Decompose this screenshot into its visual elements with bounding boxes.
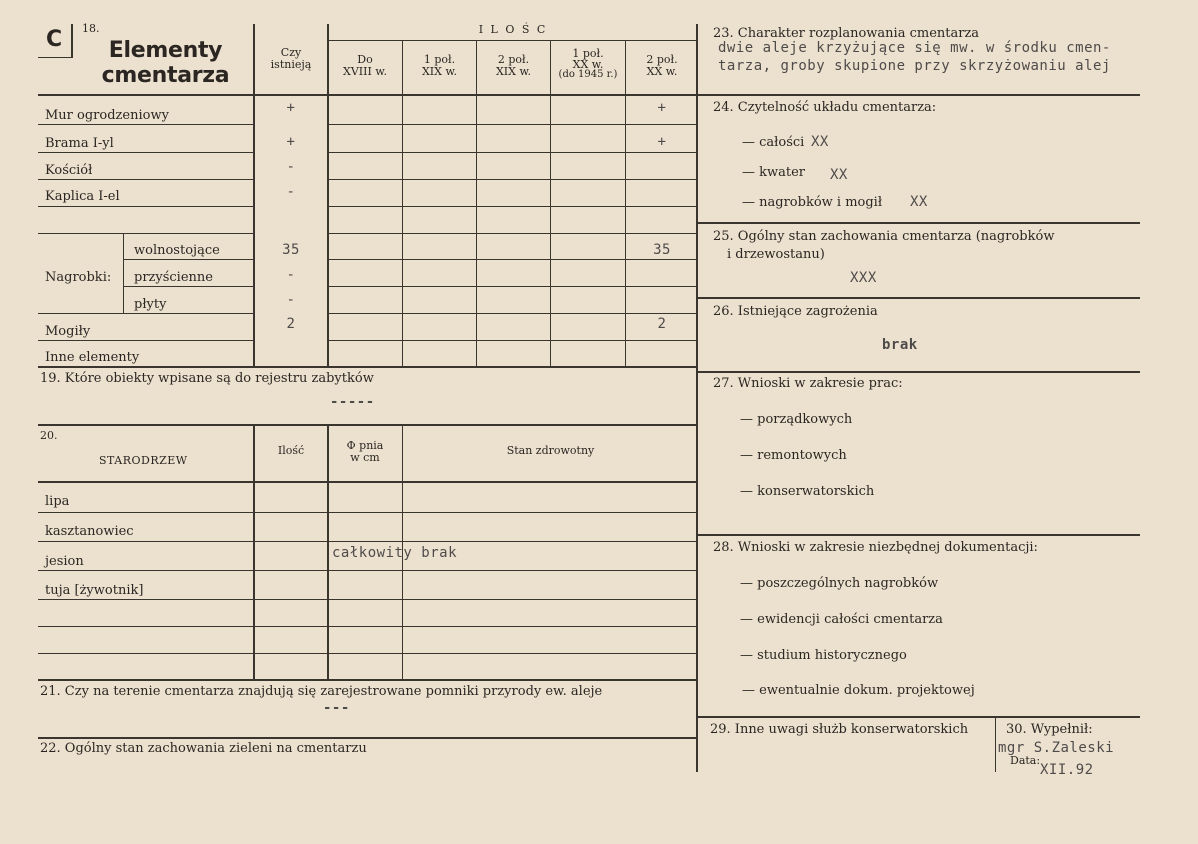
col-header-text: w cm	[350, 450, 380, 464]
c-box-line	[38, 57, 72, 58]
col-header-text: Do	[357, 53, 373, 66]
row-rule	[38, 541, 698, 542]
value-mogily-czy: 2	[286, 316, 296, 332]
col-header-c3	[477, 54, 550, 77]
q25-label-line2: i drzewostanu)	[727, 247, 825, 262]
value-mogily-c5: 2	[657, 316, 667, 332]
q25-label-line1: 25. Ogólny stan zachowania cmentarza (nagrobków	[713, 229, 1055, 244]
starodrzew-title: STARODRZEW	[99, 454, 188, 467]
q27-label: 27. Wnioski w zakresie prac:	[713, 376, 903, 391]
q24-answer: XX	[830, 167, 848, 183]
section-rule	[698, 297, 1140, 299]
title-line: Elementy	[108, 38, 223, 63]
q28-item: — ewentualnie dokum. projektowej	[742, 683, 975, 698]
col-rule	[476, 40, 477, 367]
q28-item: — ewidencji całości cmentarza	[740, 612, 943, 627]
q24-item: — kwater	[742, 165, 806, 180]
row-rule	[38, 512, 698, 513]
row-rule	[38, 152, 253, 153]
tree-row: lipa	[45, 494, 70, 509]
header-rule	[38, 94, 698, 96]
col-header-text: XX w.	[572, 58, 604, 72]
row-label-przysc: przyścienne	[134, 270, 213, 285]
row-label-mogily: Mogiły	[45, 324, 91, 339]
q24-answer: XX	[811, 134, 829, 150]
row-rule	[38, 340, 253, 341]
col-header-text: XIX w.	[421, 64, 458, 78]
row-rule	[38, 206, 253, 207]
row-label-nagrobki: Nagrobki:	[45, 270, 112, 285]
col-rule	[123, 233, 124, 313]
col-header-text: XIX w.	[495, 64, 532, 78]
section-rule	[698, 716, 1140, 718]
row-rule	[38, 626, 698, 627]
col-header-text: istnieją	[270, 57, 312, 71]
col-header-text: 1 poł.	[572, 47, 604, 60]
col-header-c5	[626, 54, 698, 77]
data-answer: XII.92	[1040, 762, 1094, 778]
section-rule	[38, 679, 698, 681]
q24-label: 24. Czytelność układu cmentarza:	[713, 100, 937, 115]
tree-row: jesion	[45, 554, 84, 569]
row-rule	[38, 124, 253, 125]
col-header-text: 2 poł.	[646, 53, 678, 66]
section-number: 18.	[82, 22, 100, 35]
value-wolno-czy: 35	[282, 242, 300, 258]
q24-item: — nagrobków i mogił	[742, 195, 883, 210]
value-przysc-czy: -	[286, 267, 296, 283]
row-label-kosciol: Kościół	[45, 163, 93, 178]
row-rule	[38, 481, 698, 483]
staro-col-pnia	[328, 440, 402, 463]
row-rule	[123, 286, 253, 287]
q27-item: — konserwatorskich	[740, 484, 875, 499]
value-brama-czy: +	[286, 134, 296, 150]
q28-label: 28. Wnioski w zakresie niezbędnej dokumentacji:	[713, 540, 1038, 555]
row-label-mur: Mur ogrodzeniowy	[45, 108, 169, 123]
section-rule	[698, 371, 1140, 373]
row-rule	[328, 233, 698, 234]
q28-item: — poszczególnych nagrobków	[740, 576, 939, 591]
col-header-text: (do 1945 r.)	[558, 69, 618, 81]
q20-label: 20.	[40, 429, 58, 442]
q24-item: — całości	[742, 135, 805, 150]
value-plyty-czy: -	[286, 292, 296, 308]
row-rule	[38, 570, 698, 571]
tree-row: tuja [żywotnik]	[45, 583, 144, 598]
col-header-text: XX w.	[646, 64, 678, 78]
q25-answer: XXX	[850, 270, 877, 286]
col-header-c4	[551, 48, 625, 81]
section-rule	[38, 366, 698, 368]
value-kaplica-czy: -	[286, 184, 296, 200]
col-header-c1	[328, 54, 402, 77]
row-rule	[123, 259, 253, 260]
q29-label: 29. Inne uwagi służb konserwatorskich	[710, 722, 969, 737]
row-label-wolno: wolnostojące	[134, 243, 220, 258]
data-label: Data:	[1010, 754, 1041, 767]
col-header-c2	[403, 54, 476, 77]
trees-answer: całkowity brak	[332, 545, 458, 561]
q27-item: — porządkowych	[740, 412, 853, 427]
row-rule	[328, 259, 698, 260]
q30-label: 30. Wypełnił:	[1006, 722, 1093, 737]
page-title	[98, 38, 233, 89]
value-mur-czy: +	[286, 100, 296, 116]
col-rule	[550, 40, 551, 367]
q26-label: 26. Istniejące zagrożenia	[713, 304, 878, 319]
q19-answer: -----	[330, 394, 375, 410]
value-kosciol-czy: -	[286, 159, 296, 175]
col-header-text: Czy	[280, 46, 302, 59]
row-rule	[328, 152, 698, 153]
staro-col-stan: Stan zdrowotny	[506, 444, 595, 457]
c-box-line	[71, 24, 73, 58]
col-rule	[253, 424, 255, 679]
q30-answer: mgr S.Zaleski	[998, 740, 1115, 756]
col-rule	[402, 40, 403, 367]
q26-answer: brak	[882, 337, 918, 353]
row-rule	[328, 206, 698, 207]
section-rule	[38, 424, 698, 426]
row-label-inne: Inne elementy	[45, 350, 140, 365]
q23-answer-line2: tarza, groby skupione przy skrzyżowaniu alej	[718, 58, 1111, 74]
col-header-text: 1 poł.	[423, 53, 456, 66]
row-rule	[328, 340, 698, 341]
q21-answer: ---	[323, 700, 350, 716]
value-brama-c5: +	[657, 134, 667, 150]
q23-answer-line1: dwie aleje krzyżujące się mw. w środku cmen-	[718, 40, 1111, 56]
q23-label: 23. Charakter rozplanowania cmentarza	[713, 26, 980, 41]
value-mur-c5: +	[657, 100, 667, 116]
row-rule	[38, 599, 698, 600]
col-rule	[995, 716, 996, 772]
row-rule	[328, 124, 698, 125]
row-rule	[328, 286, 698, 287]
col-header-text: Φ pnia	[346, 439, 384, 452]
row-rule	[328, 313, 698, 314]
row-rule	[38, 313, 253, 314]
value-wolno-c5: 35	[653, 242, 671, 258]
q24-answer: XX	[910, 194, 928, 210]
ilosc-rule	[328, 40, 698, 41]
row-rule	[328, 179, 698, 180]
row-rule	[38, 179, 253, 180]
section-rule	[698, 222, 1140, 224]
q27-item: — remontowych	[740, 448, 847, 463]
row-label-kaplica: Kaplica I-el	[45, 189, 120, 204]
q21-label: 21. Czy na terenie cmentarza znajdują się zarejestrowane pomniki przyrody ew. aleje	[40, 684, 603, 699]
section-rule	[38, 737, 698, 739]
col-header-czy	[254, 47, 328, 70]
row-rule	[38, 653, 698, 654]
section-letter: C	[46, 27, 63, 52]
row-label-brama: Brama I-yl	[45, 136, 114, 151]
tree-row: kasztanowiec	[45, 524, 134, 539]
col-header-text: 2 poł.	[497, 53, 530, 66]
title-line: cmentarza	[101, 63, 230, 89]
section-rule	[698, 534, 1140, 536]
q19-label: 19. Które obiekty wpisane są do rejestru zabytków	[40, 371, 374, 386]
section-rule	[698, 94, 1140, 96]
col-header-text: XVIII w.	[343, 64, 387, 78]
row-rule	[38, 233, 253, 234]
col-header-ilosc: I L O Ś C	[478, 23, 548, 36]
staro-col-ilosc: Ilość	[277, 444, 305, 457]
q28-item: — studium historycznego	[740, 648, 907, 663]
q22-label: 22. Ogólny stan zachowania zieleni na cmentarzu	[40, 741, 367, 756]
row-label-plyty: płyty	[134, 297, 167, 312]
